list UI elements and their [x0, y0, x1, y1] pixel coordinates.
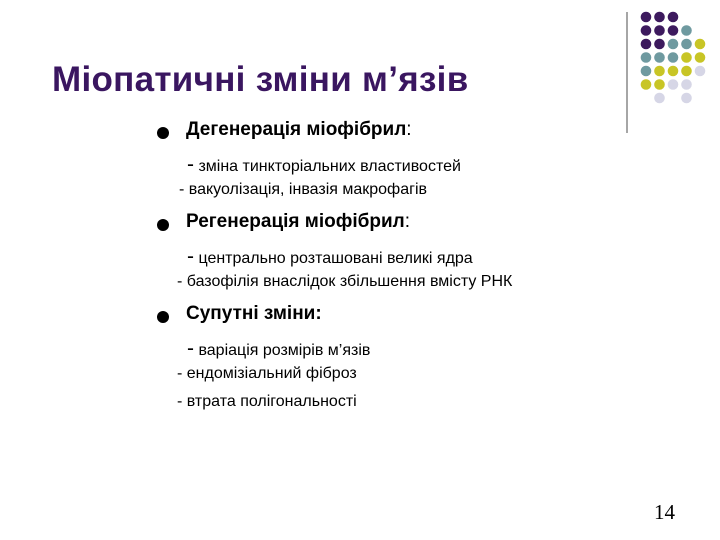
decorative-dot	[641, 79, 652, 90]
decorative-dot	[695, 52, 706, 63]
decorative-dot	[668, 39, 679, 50]
bullet-heading: Дегенерація міофібрил	[186, 119, 407, 140]
sub-item-text: варіація розмірів м’язів	[198, 342, 371, 359]
decorative-dot	[681, 52, 692, 63]
page-number: 14	[654, 500, 675, 524]
bullet-item	[157, 211, 697, 241]
decorative-dot	[695, 39, 706, 50]
bullet-item	[157, 303, 697, 333]
sub-item-text: вакуолізація, інвазія макрофагів	[188, 181, 428, 198]
sub-item-text: втрата полігональності	[186, 393, 357, 410]
dash: -	[177, 273, 183, 290]
decorative-dot	[681, 25, 692, 36]
decorative-dot	[668, 12, 679, 23]
bullet-dot-icon	[157, 219, 169, 231]
vertical-divider-line	[626, 12, 628, 133]
sub-item-text: центрально розташовані великі ядра	[198, 250, 473, 267]
dash: -	[187, 245, 194, 268]
bullet-text	[186, 119, 412, 141]
sub-item	[179, 181, 719, 205]
decorative-dot	[681, 66, 692, 77]
bullet-text	[186, 303, 322, 325]
bullet-heading-suffix: :	[406, 119, 412, 140]
sub-item	[177, 273, 717, 297]
decorative-dot	[654, 66, 665, 77]
bullet-dot-icon	[157, 311, 169, 323]
sub-item-text: ендомізіальний фіброз	[186, 365, 357, 382]
decorative-dot	[681, 39, 692, 50]
decorative-dot	[641, 39, 652, 50]
bullet-heading-suffix: :	[404, 211, 411, 232]
sub-item	[187, 337, 720, 361]
decorative-dot	[681, 93, 692, 104]
decorative-dot	[654, 52, 665, 63]
sub-item	[187, 153, 720, 177]
decorative-dot	[668, 79, 679, 90]
dash: -	[179, 181, 185, 198]
bullet-heading: Супутні зміни:	[186, 303, 322, 324]
decorative-dot	[654, 93, 665, 104]
dash: -	[177, 365, 183, 382]
sub-item	[177, 365, 717, 389]
dash: -	[177, 393, 183, 410]
decorative-dot	[668, 66, 679, 77]
sub-item-text: зміна тинкторіальних властивостей	[198, 158, 461, 175]
decorative-dot	[641, 12, 652, 23]
decorative-dot	[641, 52, 652, 63]
decorative-dot	[641, 25, 652, 36]
bullet-dot-icon	[157, 127, 169, 139]
decorative-dot	[695, 66, 706, 77]
decorative-dot	[654, 79, 665, 90]
dash: -	[187, 337, 194, 360]
sub-item	[177, 393, 717, 417]
sub-item	[187, 245, 720, 269]
decorative-dot	[654, 39, 665, 50]
decorative-dot	[668, 52, 679, 63]
decorative-dot	[641, 66, 652, 77]
bullet-heading: Регенерація міофібрил	[186, 211, 405, 232]
sub-item-text: базофілія внаслідок збільшення вмісту РНК	[186, 273, 513, 290]
bullet-item	[157, 119, 697, 149]
decorative-dot	[654, 12, 665, 23]
dash: -	[187, 153, 194, 176]
decorative-dot	[654, 25, 665, 36]
bullet-text	[186, 211, 410, 233]
decorative-dot	[681, 79, 692, 90]
bullet-list	[157, 119, 697, 410]
decorative-dot	[668, 25, 679, 36]
slide-title: Міопатичні зміни м’язів	[52, 60, 469, 99]
